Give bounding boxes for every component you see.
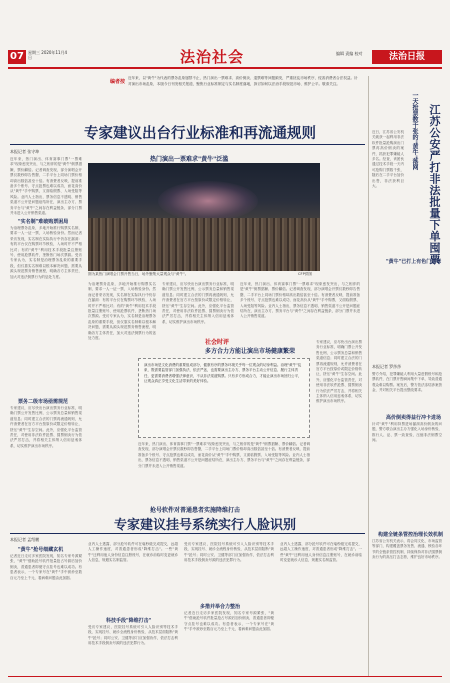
article-column: 受访专家建议，医院挂号系统可引入人脸识别等技术手段，实现挂号、就诊全流程身份核验，从技术层面阻断"黄牛"抢号；同时公安、卫健等部门应加强协作，依法打击利用技术手段倒卖号源的违法犯罪行为。 <box>184 542 274 563</box>
article-column: 记者近日走访多家医院发现，知名专家号源紧张，"黄牛"借助抢号软件批量抢占号源后加价倒卖，普通患者即便守点挂号也难以成功。有患者表示，一个专家号在"黄牛"手中被炒至数百元乃至上千元，看病难问题由此加剧。 <box>184 611 274 632</box>
article-column: 专家建议，应尽快出台演出票务行业标准，明确门票公开发售比例，公示票务总量和销售渠道信息；同时建立合法的门票再流通规则，允许消费者在官方平台按原价或限定价格转让，挤压"黄牛"生存空间。此外，应强化平台监管责任，对使用非法软件抢票、囤票倒卖行为依法严厉打击，并将相关主体纳入信用惩戒体系，切实维护演出市场秩序。 <box>316 340 362 404</box>
right-headline: 江苏公安严打非法批量下单囤票 <box>428 104 441 265</box>
subheading: "黄牛"抢号细藏玄机 <box>18 547 64 553</box>
article-column: 专家建议，应尽快出台演出票务行业标准，明确门票公开发售比例，公示票务总量和销售渠道信息；同时建立合法的门票再流通规则，允许消费者在官方平台按原价或限定价格转让，挤压"黄牛"生存空间。此外，应强化平台监管责任，对使用非法软件抢票、囤票倒卖行为依法严厉打击，并将相关主体纳入信用惩戒体系，切实维护演出市场秩序。 <box>162 282 234 324</box>
article-column: 警方介绍，犯罪嫌疑人利用大量虚假账号和抢票软件，在门票开售瞬间集中下单，导致普通观众难以购票。案发后，警方依法冻结涉案资金，并对相关平台提出整改要求。 <box>372 372 442 393</box>
subheading: "黄牛"已打上有色门票章 <box>386 259 442 265</box>
subheading: 构建全链条管控治理长效机制 <box>378 532 444 538</box>
masthead-rule <box>8 67 442 69</box>
editor-note: 近年来，以"黄牛"为代表的票务乱象屡禁不止，热门演出一票难求、高价倒卖、退票难等问题频发，严重扰乱市场秩序，侵害消费者合法权益。针对演出市场乱象，本版今日刊发相关报道，聚焦行业标准制定与实名制度落地，探讨如何以法治手段规范市场、维护公平。敬请关注。 <box>128 76 358 86</box>
editor-credits: 编辑 责编 校对 <box>336 51 363 56</box>
right-kicker: 一天抢票数千张的"黄牛"落网 <box>411 92 418 171</box>
article-column: 近年来，热门演出、体育赛事门票"一票难求"现象愈发突出，与之相伴的是"黄牛"倒票猖獗、票价翻倍。记者调查发现，部分演唱会开票仅数秒即告售罄，二手平台上同场门票价格却高出数倍甚至十倍。有消费者反映，提前准备多个账号、守点抢票也难以成功，而花高价从"黄牛"手中购票，又面临假票、入场受阻等风险。业内人士指出，票务信息不透明、销售渠道不公开是问题症结所在，演出主办方、票务平台与"黄牛"之间存在利益链条，部分门票并未进入公开销售渠道。 <box>240 282 360 319</box>
column-divider <box>368 76 369 676</box>
article-column: 近年来，热门演出、体育赛事门票"一票难求"现象愈发突出，与之相伴的是"黄牛"倒票猖獗、票价翻倍。记者调查发现，部分演唱会开票仅数秒即告售罄，二手平台上同场门票价格却高出数倍甚至十倍。有消费者反映，提前准备多个账号、守点抢票也难以成功，而花高价从"黄牛"手中购票，又面临假票、入场受阻等风险。业内人士指出，票务信息不透明、销售渠道不公开是问题症结所在，演出主办方、票务平台与"黄牛"之间存在利益链条，部分门票并未进入公开销售渠道。 <box>10 157 82 215</box>
subheading: 票务二级市场亟需规范 <box>18 399 69 405</box>
newspaper-logo: 法治日报 <box>372 50 442 64</box>
article-column: 近年来，热门演出、体育赛事门票"一票难求"现象愈发突出，与之相伴的是"黄牛"倒票猖獗、票价翻倍。记者调查发现，部分演唱会开票仅数秒即告售罄，二手平台上同场门票价格却高出数倍甚至十倍。有消费者反映，提前准备多个账号、守点抢票也难以成功，而花高价从"黄牛"手中购票，又面临假票、入场受阻等风险。业内人士指出，票务信息不透明、销售渠道不公开是问题症结所在，演出主办方、票务平台与"黄牛"之间存在利益链条，部分门票并未进入公开销售渠道。 <box>138 442 310 468</box>
photo-kicker: 热门演出一票难求"黄牛"泛滥 <box>150 156 229 163</box>
editor-note-tag: 编者按 <box>110 79 126 85</box>
headline-secondary: 专家建议挂号系统实行人脸识别 <box>113 518 296 533</box>
subheading: 高价倒卖得益行冲卡进场 <box>386 415 442 421</box>
subheading: 科技手段"降维打击" <box>106 618 152 624</box>
crowd <box>88 218 320 271</box>
photo-credit: CFP供图 <box>298 272 312 276</box>
article-column: 受访专家建议，医院挂号系统可引入人脸识别等技术手段，实现挂号、就诊全流程身份核验，从技术层面阻断"黄牛"抢号；同时公安、卫健等部门应加强协作，依法打击利用技术手段倒卖号源的违法犯罪行为。 <box>88 625 178 646</box>
article-column: 近日，江苏省公安机关破获一起利用非法软件批量抢购演出门票再高价倒卖的案件，抓获犯罪嫌疑人多名。经查，该团伙通过技术手段一天内可抢购门票数千张，随后在二手平台加价出售，非法获利巨大。 <box>372 130 404 189</box>
article-column: 为治理票务乱象，多地开始推行购票实名制，要求一人一证一票，入场核验身份。然而记者采访发现，实名制在实际执行中仍存在漏洞：有的平台仅在购票环节核验，入场时并不严格比对；有的"黄牛"利用技术手段批量注册账号、使用抢票软件，垄断热门场次票源。受访专家认为，实名制是治理票务乱象的重要手段，但仅靠实名制难以根本解决问题，需要从源头规范票务销售流程，明确各方主体责任，加大对违法倒票行为的惩处力度。 <box>88 282 156 341</box>
headline-rule <box>10 533 365 534</box>
subheading: 多措并举合力整治 <box>200 604 241 610</box>
page-number: 07 <box>8 50 26 64</box>
commentary-tag: 社会时评 <box>205 339 230 346</box>
byline: 本报记者 孟绍鹏 <box>10 537 40 542</box>
section-title: 法治社会 <box>180 48 245 66</box>
article-column: 业内人士透露，部分抢号软件可在毫秒级完成提交，远超人工操作速度，对普通患者形成"降维打击"。一些"黄牛"还利用他人身份信息注册账号，在就诊前临时变更就诊人信息，规避实名制监管。 <box>88 542 178 563</box>
article-column: 为治理票务乱象，多地开始推行购票实名制，要求一人一证一票，入场核验身份。然而记者采访发现，实名制在实际执行中仍存在漏洞：有的平台仅在购票环节核验，入场时并不严格比对；有的"黄牛"利用技术手段批量注册账号、使用抢票软件，垄断热门场次票源。受访专家认为，实名制是治理票务乱象的重要手段，但仅靠实名制难以根本解决问题，需要从源头规范票务销售流程，明确各方主体责任，加大对违法倒票行为的惩处力度。 <box>10 226 82 279</box>
article-column: 记者近日走访多家医院发现，知名专家号源紧张，"黄牛"借助抢号软件批量抢占号源后加价倒卖，普通患者即便守点挂号也难以成功。有患者表示，一个专家号在"黄牛"手中被炒至数百元乃至上千元，看病难问题由此加剧。 <box>10 554 82 580</box>
article-column: 业内人士透露，部分抢号软件可在毫秒级完成提交，远超人工操作速度，对普通患者形成"降维打击"。一些"黄牛"还利用他人身份信息注册账号，在就诊前临时变更就诊人信息，规避实名制监管。 <box>280 542 362 563</box>
stage-lights <box>158 181 258 221</box>
headline-rule <box>10 144 365 145</box>
commentary-box: 演出市场是文化消费的重要组成部分，健康有序的票务环境关乎每一位观众的切身利益。治理"黄牛"乱象，既需要监管部门加强执法、依法严惩，也需要演出主办方、票务平台主动公开信息、履行主体责任，更需要消费者增强法律意识，不从非法渠道购票。只有多方形成合力，才能让演出市场回归公平，让观众真正享受文化生活带来的美好体验。 <box>138 358 310 438</box>
commentary-title: 多方合力方能让演出市场健康繁荣 <box>205 348 296 355</box>
footer-rule <box>8 676 442 677</box>
concert-crowd-photo <box>88 163 320 271</box>
headline-main: 专家建议出台行业标准和再流通规则 <box>84 125 316 142</box>
article-column: 江苏省公安机关表示，将会同文化、市场监管等部门，构建覆盖票务发售、流通、核验各环节的全链条管控机制，持续保持对非法囤票倒卖行为的高压打击态势，维护良好市场秩序。 <box>372 539 442 560</box>
byline: 本报记者 张守坤 <box>10 149 40 154</box>
article2-kicker: 抢号软件对普通患者实施降维打击 <box>150 507 241 514</box>
byline: 本报记者 罗莎莎 <box>372 364 402 369</box>
photo-caption: 图为某热门演唱会门票开售当日，场外聚集大量观众与"黄牛"。 <box>88 272 189 276</box>
subheading: "实名制"难破购票困局 <box>18 219 69 225</box>
article-column: 专家建议，应尽快出台演出票务行业标准，明确门票公开发售比例，公示票务总量和销售渠道信息；同时建立合法的门票再流通规则，允许消费者在官方平台按原价或限定价格转让，挤压"黄牛"生存空间。此外，应强化平台监管责任，对使用非法软件抢票、囤票倒卖行为依法严厉打击，并将相关主体纳入信用惩戒体系，切实维护演出市场秩序。 <box>10 406 82 448</box>
issue-date: 星期三 2020年11月4日 <box>28 50 68 60</box>
article-column: 针对"黄牛"利用持票进场漏洞高价倒卖的问题，警方联合演出主办方强化入场身份核验，推行人、证、票一致查验，压缩非法倒票空间。 <box>372 422 442 443</box>
